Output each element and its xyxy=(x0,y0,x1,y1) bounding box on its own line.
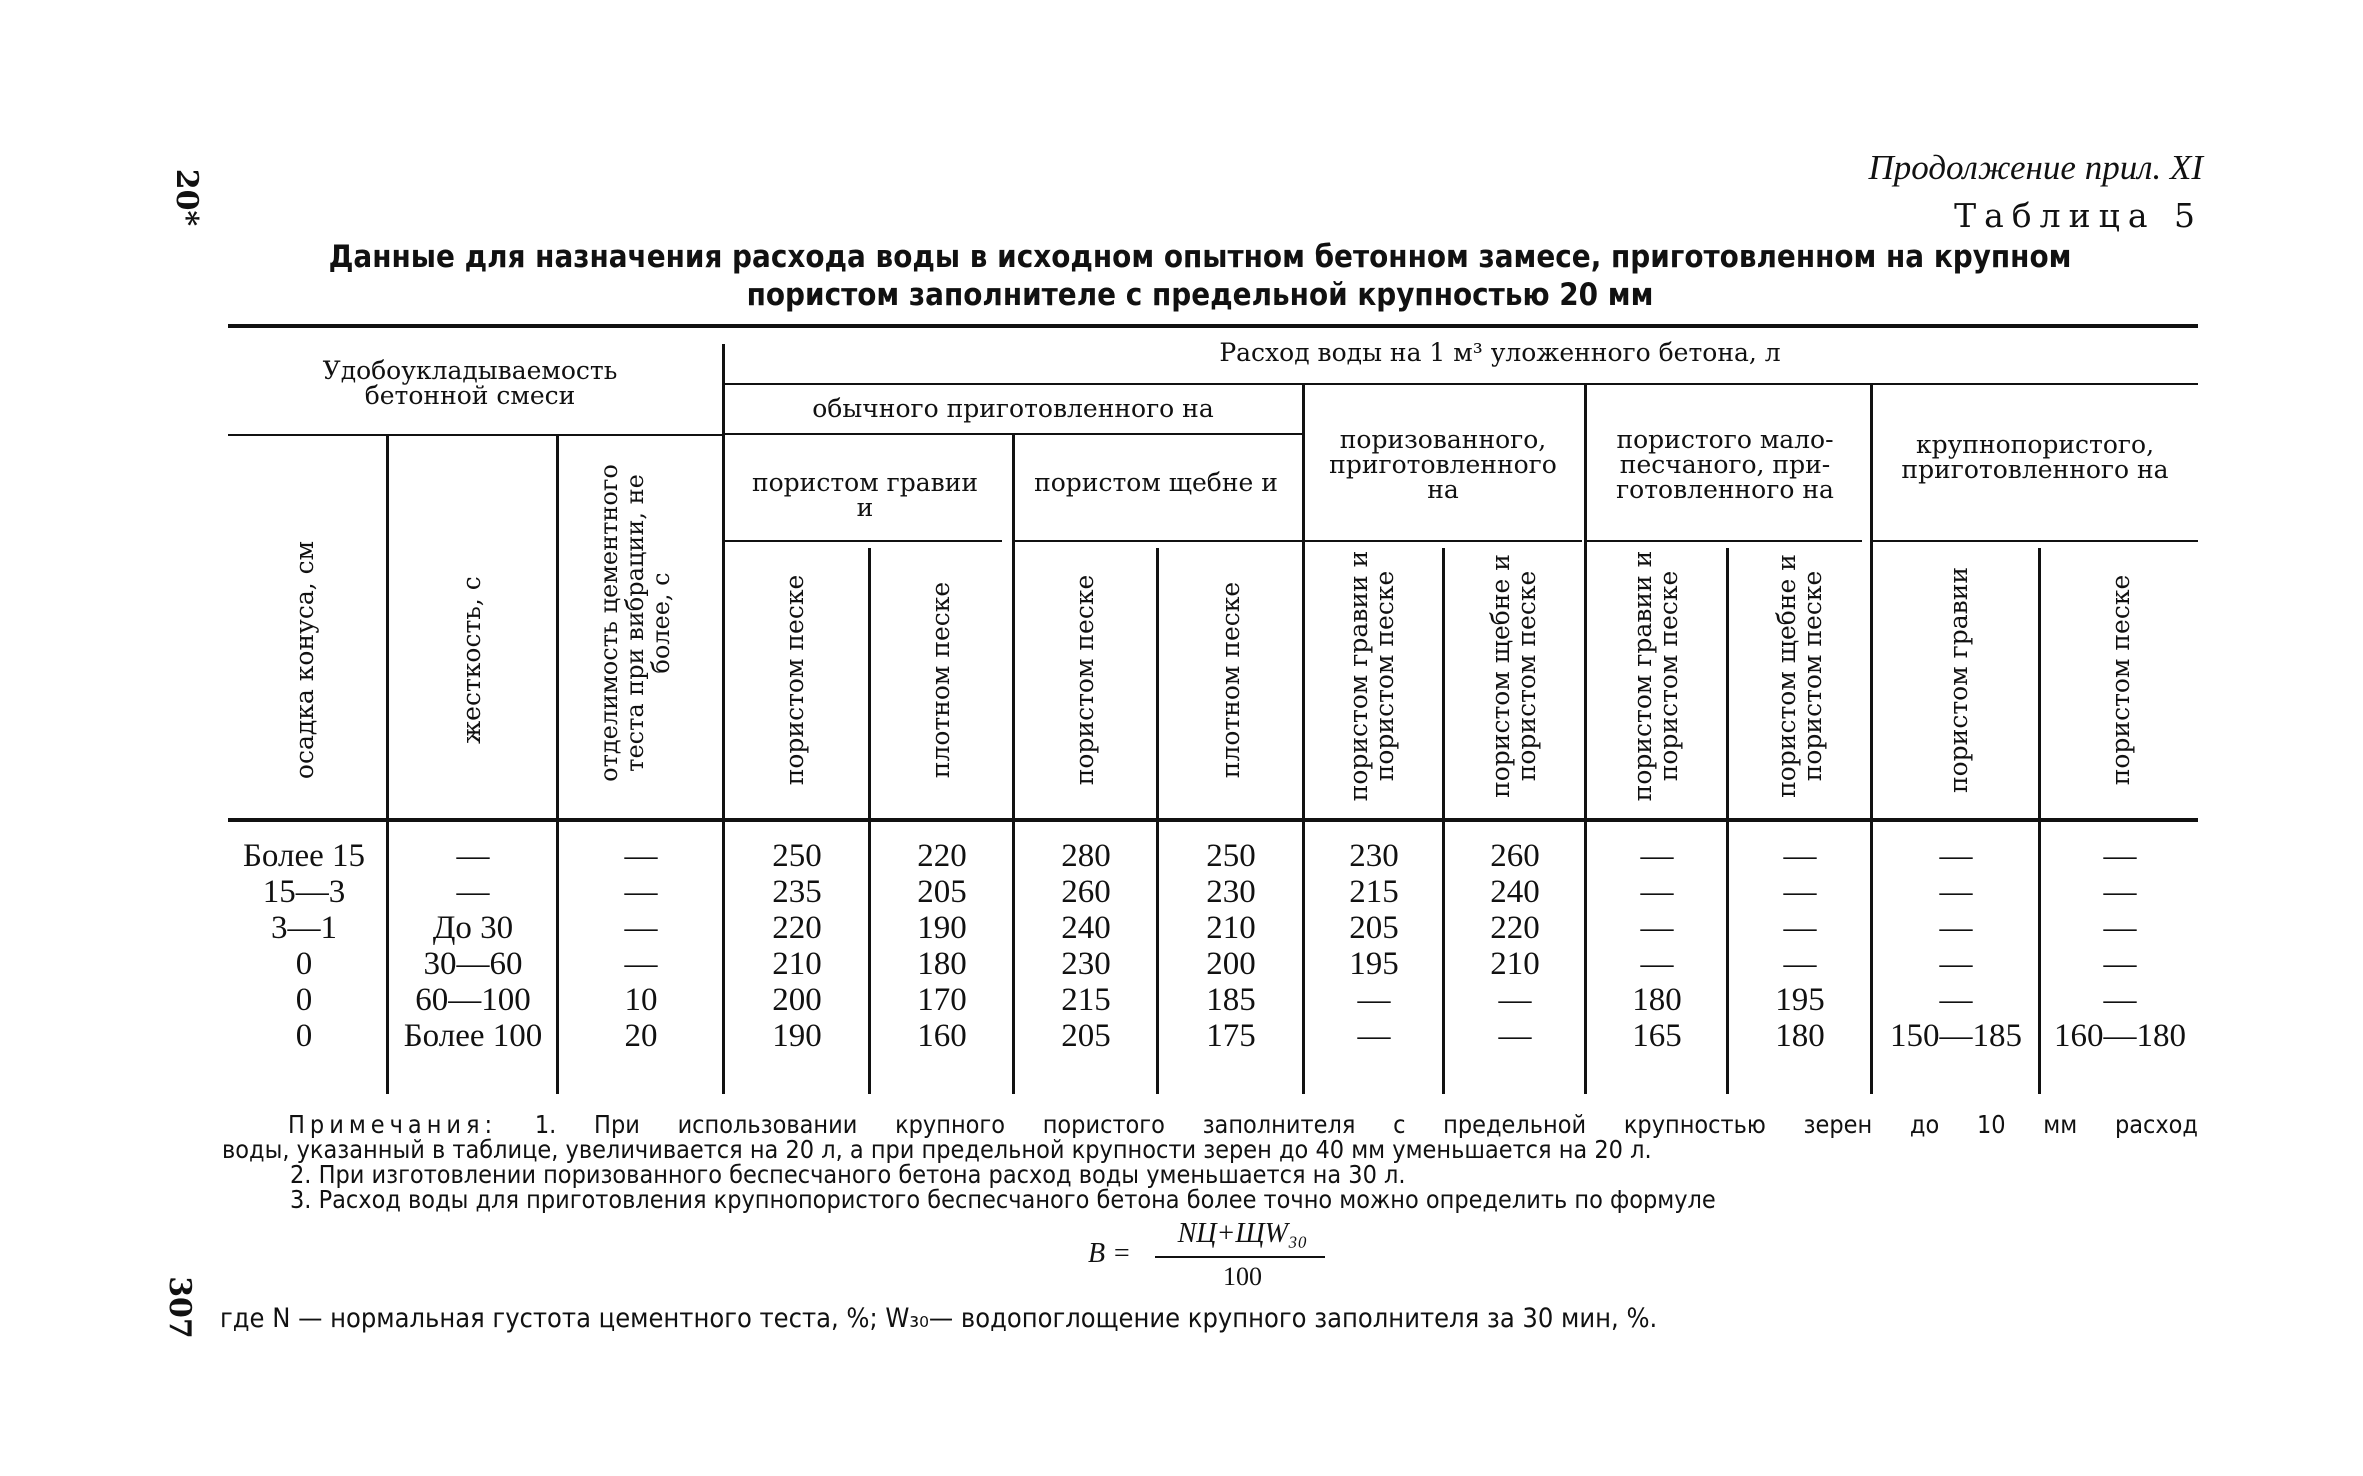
rule-sub-3 xyxy=(1304,540,1582,542)
table-cell: — xyxy=(1939,838,1973,874)
table-cell: 250 xyxy=(772,838,822,874)
page-number-bottom: 307 xyxy=(161,1276,197,1339)
table-cell: — xyxy=(1939,982,1973,1018)
table-cell: 230 xyxy=(1061,946,1111,982)
header-porous-crushed: пористом щебне и xyxy=(1034,468,1278,497)
table-cell: 0 xyxy=(295,1018,313,1054)
rule-sub-1 xyxy=(724,540,1002,542)
header-porized: поризованного, приготовленного на xyxy=(1329,425,1557,504)
title-line-1: Данные для назначения расхода воды в исходном опытном бетонном замесе, приготовленном на крупном xyxy=(328,239,2072,275)
rule-left-group xyxy=(228,434,722,436)
table-cell: 190 xyxy=(772,1018,822,1054)
header-water-consumption: Расход воды на 1 м³ уложенного бетона, л xyxy=(1219,338,1781,367)
col-header-porous-sand-1: пористом песке xyxy=(780,574,809,786)
table-cell: 260 xyxy=(1490,838,1540,874)
table-cell: 160 xyxy=(917,1018,967,1054)
formula-numerator: NЦ+ЩW₃₀ xyxy=(1177,1218,1308,1249)
table-cell: 205 xyxy=(1349,910,1399,946)
table-cell: — xyxy=(1640,946,1674,982)
note-3: 3. Расход воды для приготовления крупнопористого беспесчаного бетона более точно можно определить по формуле xyxy=(290,1185,1716,1214)
notes-label: Примечания: xyxy=(288,1110,498,1139)
vline-b1 xyxy=(386,822,389,1094)
table-cell: — xyxy=(1783,910,1817,946)
note-1-continued: воды, указанный в таблице, увеличивается на 20 л, а при предельной крупности зерен до 40 мм уменьшается на 20 л. xyxy=(222,1135,1652,1164)
header-low-sand: пористого мало-песчаного, при-готовленного на xyxy=(1616,425,1834,504)
vline-b5 xyxy=(1012,822,1015,1094)
table-cell: 200 xyxy=(772,982,822,1018)
table-cell: 30—60 xyxy=(423,946,523,982)
vline-h9 xyxy=(1726,548,1729,818)
note-1: Примечания: 1. При использовании крупного пористого заполнителя с предельной крупностью зерен до 10 мм расход xyxy=(288,1110,2198,1139)
header-large-porous: крупнопористого, приготовленного на xyxy=(1901,430,2169,484)
table-cell: 215 xyxy=(1061,982,1111,1018)
table-cell: 15—3 xyxy=(262,874,346,910)
table-cell: Более 100 xyxy=(403,1018,543,1054)
table-cell: 210 xyxy=(772,946,822,982)
formula-bar xyxy=(1155,1256,1325,1258)
vline-h1 xyxy=(386,436,389,818)
col-header-separability: отделимость цементного теста при вибрации, не более, с xyxy=(595,464,675,782)
table-cell: — xyxy=(624,838,658,874)
table-cell: 195 xyxy=(1775,982,1825,1018)
vline-h7 xyxy=(1442,548,1445,818)
vline-h5 xyxy=(1156,548,1159,818)
vline-h2 xyxy=(556,436,559,818)
vline-h4 xyxy=(1012,435,1015,818)
table-label: Таблица 5 xyxy=(1954,196,2203,235)
table-cell: 210 xyxy=(1206,910,1256,946)
table-cell: 180 xyxy=(1775,1018,1825,1054)
vline-b2 xyxy=(556,822,559,1094)
table-cell: 220 xyxy=(772,910,822,946)
rule-header-bottom xyxy=(228,818,2198,822)
vline-b8 xyxy=(1442,822,1445,1094)
table-cell: 170 xyxy=(917,982,967,1018)
table-cell: 240 xyxy=(1490,874,1540,910)
table-cell: — xyxy=(1783,946,1817,982)
table-cell: — xyxy=(1783,874,1817,910)
vline-b9 xyxy=(1584,822,1587,1094)
table-cell: — xyxy=(1498,1018,1532,1054)
table-cell: — xyxy=(2103,910,2137,946)
table-cell: 240 xyxy=(1061,910,1111,946)
table-cell: 260 xyxy=(1061,874,1111,910)
vline-b11 xyxy=(1870,822,1873,1094)
table-cell: 220 xyxy=(1490,910,1540,946)
table-cell: — xyxy=(456,874,490,910)
header-porous-gravel: пористом гравии и xyxy=(751,468,979,522)
table-cell: 0 xyxy=(295,982,313,1018)
table-cell: 220 xyxy=(917,838,967,874)
vline-b6 xyxy=(1156,822,1159,1094)
table-cell: 10 xyxy=(624,982,658,1018)
col-header-large-sand: пористом песке xyxy=(2106,574,2135,786)
vline-b10 xyxy=(1726,822,1729,1094)
table-cell: — xyxy=(624,946,658,982)
table-cell: 20 xyxy=(624,1018,658,1054)
table-cell: — xyxy=(1939,910,1973,946)
col-header-dense-sand-1: плотном песке xyxy=(926,581,955,779)
rule-sub-5 xyxy=(1872,540,2198,542)
table-cell: 235 xyxy=(772,874,822,910)
note-2: 2. При изготовлении поризованного беспесчаного бетона расход воды уменьшается на 30 л. xyxy=(290,1160,1406,1189)
table-cell: 205 xyxy=(1061,1018,1111,1054)
table-cell: Более 15 xyxy=(242,838,366,874)
rule-top xyxy=(228,324,2198,328)
vline-h3 xyxy=(868,548,871,818)
rule-sub-4 xyxy=(1584,540,1862,542)
table-cell: 150—185 xyxy=(1890,1018,2022,1054)
table-cell: 190 xyxy=(917,910,967,946)
table-cell: — xyxy=(1498,982,1532,1018)
title-line-2: пористом заполнителе с предельной крупностью 20 мм xyxy=(746,277,1654,313)
table-cell: 175 xyxy=(1206,1018,1256,1054)
header-workability: Удобоукладываемость бетонной смеси xyxy=(322,356,618,410)
table-cell: 200 xyxy=(1206,946,1256,982)
col-header-large-gravel: пористом гравии xyxy=(1944,566,1973,794)
col-header-porized-crushed: пористом щебне и пористом песке xyxy=(1486,554,1541,798)
note-where: где N — нормальная густота цементного теста, %; W₃₀— водопоглощение крупного заполнителя за 30 мин, %. xyxy=(220,1303,1658,1334)
table-cell: 165 xyxy=(1632,1018,1682,1054)
table-cell: 180 xyxy=(917,946,967,982)
table-cell: — xyxy=(2103,946,2137,982)
table-cell: 3—1 xyxy=(271,910,337,946)
formula-denominator: 100 xyxy=(1223,1262,1262,1291)
continuation-label: Продолжение прил. XI xyxy=(1868,148,2203,187)
vline-h11 xyxy=(2038,548,2041,818)
table-cell: 0 xyxy=(295,946,313,982)
col-header-porous-sand-2: пористом песке xyxy=(1070,574,1099,786)
rule-right-group xyxy=(724,383,2198,385)
table-cell: До 30 xyxy=(432,910,514,946)
table-cell: — xyxy=(624,874,658,910)
table-cell: 210 xyxy=(1490,946,1540,982)
table-cell: — xyxy=(2103,838,2137,874)
page-number-top: 20* xyxy=(169,168,205,227)
table-cell: 180 xyxy=(1632,982,1682,1018)
vline-h8 xyxy=(1584,385,1587,818)
table-cell: — xyxy=(1640,838,1674,874)
table-cell: 185 xyxy=(1206,982,1256,1018)
table-cell: 160—180 xyxy=(2054,1018,2186,1054)
vline-h6 xyxy=(1302,385,1305,818)
col-header-dense-sand-2: плотном песке xyxy=(1216,581,1245,779)
table-title xyxy=(230,238,2170,314)
table-cell: 230 xyxy=(1206,874,1256,910)
table-cell: 205 xyxy=(917,874,967,910)
table-cell: — xyxy=(1357,1018,1391,1054)
col-header-slump: осадка конуса, см xyxy=(290,540,319,780)
rule-sub-2 xyxy=(1012,540,1302,542)
table-cell: — xyxy=(1640,910,1674,946)
table-cell: 215 xyxy=(1349,874,1399,910)
col-header-lowsand-crushed: пористом щебне и пористом песке xyxy=(1772,554,1827,798)
table-cell: — xyxy=(1357,982,1391,1018)
table-cell: — xyxy=(1939,946,1973,982)
table-cell: — xyxy=(1783,838,1817,874)
vline-b4 xyxy=(868,822,871,1094)
table-cell: — xyxy=(1640,874,1674,910)
vline-b12 xyxy=(2038,822,2041,1094)
vline-h10 xyxy=(1870,385,1873,818)
table-cell: — xyxy=(2103,874,2137,910)
table-cell: 60—100 xyxy=(415,982,531,1018)
col-header-porized-gravel: пористом гравии и пористом песке xyxy=(1344,550,1399,802)
table-cell: 195 xyxy=(1349,946,1399,982)
table-cell: — xyxy=(1939,874,1973,910)
table-cell: 280 xyxy=(1061,838,1111,874)
table-cell: 250 xyxy=(1206,838,1256,874)
col-header-lowsand-gravel: пористом гравии и пористом песке xyxy=(1628,550,1683,802)
vline-b7 xyxy=(1302,822,1305,1094)
table-cell: — xyxy=(456,838,490,874)
header-ordinary: обычного приготовленного на xyxy=(812,394,1214,423)
col-header-stiffness: жесткость, с xyxy=(457,576,486,744)
vline-b3 xyxy=(722,822,725,1094)
formula-lhs: В = xyxy=(1088,1238,1131,1269)
table-cell: 230 xyxy=(1349,838,1399,874)
table-cell: — xyxy=(2103,982,2137,1018)
table-cell: — xyxy=(624,910,658,946)
